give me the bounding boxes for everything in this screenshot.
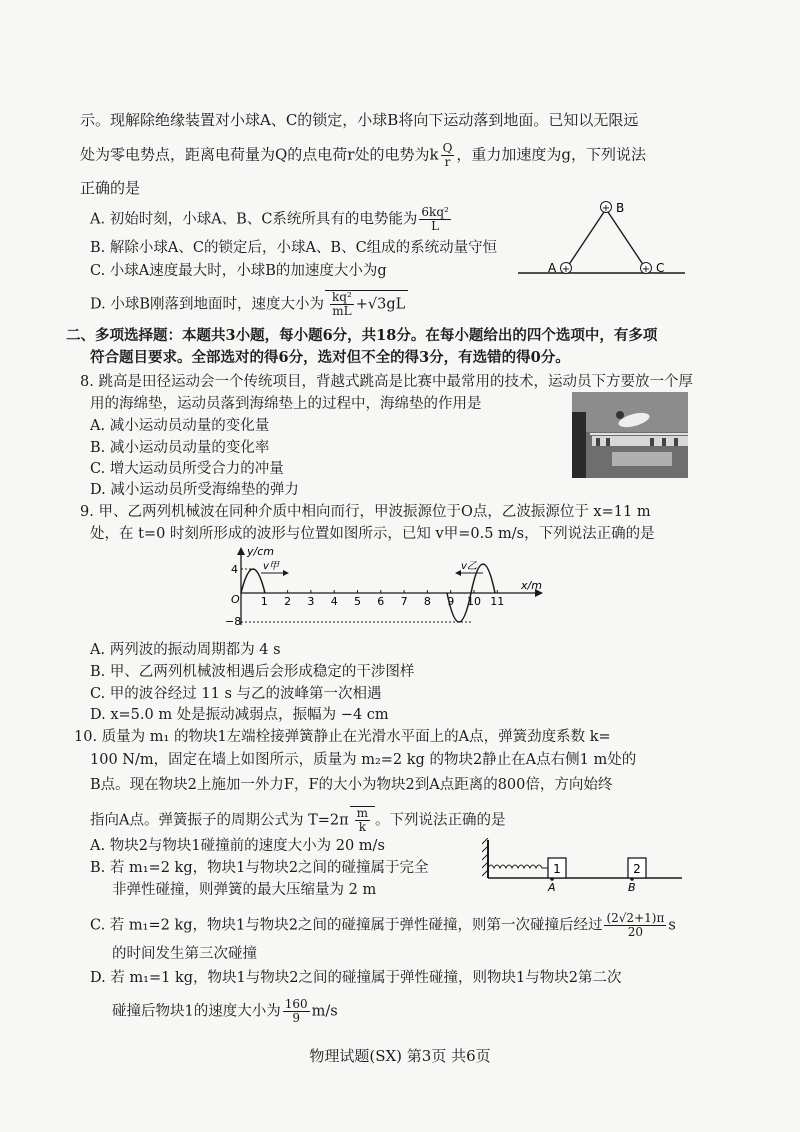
q7-triangle-figure <box>510 195 690 285</box>
q7-line2-post: ，重力加速度为g，下列说法 <box>456 145 647 164</box>
y-tick-neg8: −8 <box>225 615 242 627</box>
v-jia-arrow <box>283 570 289 576</box>
q7-option-d: D. 小球B刚落到地面时，速度大小为 $\frac{\text{kq²}}{mL}$ +√3gL <box>90 290 408 318</box>
block-1-label: 1 <box>553 862 561 876</box>
q10-optC-fraction: $\frac{(2√2+1)\pi}{20}$ <box>606 911 665 939</box>
spring <box>488 865 552 868</box>
q7-line2-pre: 处为零电势点，距离电荷量为Q的点电荷r处的电势为k <box>80 145 439 164</box>
high-jump-photo <box>572 392 688 478</box>
block-2-label: 2 <box>633 862 641 876</box>
v-yi-arrow <box>455 570 461 576</box>
q9-option-b: B. 甲、乙两列机械波相遇后会形成稳定的干涉图样 <box>90 664 415 680</box>
q10-option-d-line1: D. 若 m₁=1 kg，物块1与物块2之间的碰撞属于弹性碰撞，则物块1与物块2第二次 <box>90 970 622 986</box>
label-c: C <box>656 261 665 275</box>
q7-potential-fraction: $\frac{Q}{r}$ <box>442 141 453 169</box>
ball-a-plus: + <box>561 264 571 275</box>
page-footer: 物理试题(SX) 第3页 共6页 <box>309 1047 491 1065</box>
q10-option-b-line1: B. 若 m₁=2 kg，物块1与物块2之间的碰撞属于完全 <box>90 860 429 876</box>
x-tick-label: 6 <box>377 595 385 608</box>
ball-b-plus: + <box>601 203 611 214</box>
q8-option-b: B. 减小运动员动量的变化率 <box>90 440 270 456</box>
origin-label: O <box>231 593 240 606</box>
y-tick-4: 4 <box>231 563 238 576</box>
q10-period-sqrt: $\frac{m}{k}$ <box>350 806 375 834</box>
section2-heading-line2: 符合题目要求。全部选对的得6分，选对但不全的得3分，有选错的得0分。 <box>90 349 570 366</box>
x-tick-label: 1 <box>260 595 268 608</box>
point-b-label: B <box>628 881 636 894</box>
x-tick-label: 8 <box>423 595 431 608</box>
label-b: B <box>616 201 625 215</box>
q8-option-c: C. 增大运动员所受合力的冲量 <box>90 461 284 477</box>
x-axis-label: x/m <box>521 579 542 592</box>
q10-stem-line1: 10. 质量为 m₁ 的物块1左端栓接弹簧静止在光滑水平面上的A点，弹簧劲度系数 k= <box>74 729 611 745</box>
q8-option-a: A. 减小运动员动量的变化量 <box>90 418 270 434</box>
x-tick-label: 11 <box>490 595 505 608</box>
q10-stem-line3: B点。现在物块2上施加一外力F，F的大小为物块2到A点距离的800倍，方向始终 <box>90 777 613 793</box>
q9-option-a: A. 两列波的振动周期都为 4 s <box>90 642 281 658</box>
v-yi-label: v乙 <box>461 561 477 572</box>
q10-optD-fraction: $\frac{160}{9}$ <box>284 997 308 1025</box>
q7-text-line1: 示。现解除绝缘装置对小球A、C的锁定，小球B将向下运动落到地面。已知以无限远 <box>80 111 639 129</box>
y-axis-label: y/cm <box>247 545 274 558</box>
q8-option-d: D. 减小运动员所受海绵垫的弹力 <box>90 482 299 498</box>
x-tick-label: 10 <box>467 595 481 608</box>
q10-option-d-line2: 碰撞后物块1的速度大小为 $\frac{160}{9}$ m/s <box>112 997 338 1025</box>
q7-text-line3: 正确的是 <box>80 179 141 197</box>
q7-optA-fraction: $\frac{\text{6kq²}}{L}$ <box>421 205 449 233</box>
x-tick-label: 5 <box>354 595 361 608</box>
q9-stem-line1: 9. 甲、乙两列机械波在同种介质中相向而行，甲波振源位于O点，乙波振源位于 x=11 m <box>80 504 651 520</box>
x-tick-label: 3 <box>307 595 315 608</box>
q10-stem-line4: 指向A点。弹簧振子的周期公式为 T=2π $\frac{m}{k}$ 。下列说法正确的是 <box>90 806 506 834</box>
q10-stem-line2: 100 N/m，固定在墙上如图所示，质量为 m₂=2 kg 的物块2静止在A点右侧1 m处的 <box>90 752 637 768</box>
q9-option-c: C. 甲的波谷经过 11 s 与乙的波峰第一次相遇 <box>90 686 382 702</box>
q10-option-a: A. 物块2与物块1碰撞前的速度大小为 20 m/s <box>90 838 385 854</box>
q9-option-d: D. x=5.0 m 处是振动减弱点，振幅为 −4 cm <box>90 707 389 723</box>
q10-option-b-line2: 非弹性碰撞，则弹簧的最大压缩量为 2 m <box>112 882 377 898</box>
high-jump-photo-drawing <box>572 392 688 478</box>
label-a: A <box>548 261 557 275</box>
q10-option-c-line1: C. 若 m₁=2 kg，物块1与物块2之间的碰撞属于弹性碰撞，则第一次碰撞后经过 $\frac{(2√2+1)\pi}{20}$ s <box>90 911 676 939</box>
q9-wave-graph <box>225 545 555 627</box>
section2-heading-line1: 二、多项选择题：本题共3小题，每小题6分，共18分。在每小题给出的四个选项中，有多项 <box>66 327 658 344</box>
q8-stem-line1: 8. 跳高是田径运动会一个传统项目，背越式跳高是比赛中最常用的技术，运动员下方要放一个厚 <box>80 374 693 390</box>
q7-optD-sqrt: $\frac{\text{kq²}}{mL}$ +√3gL <box>325 290 408 318</box>
q10-spring-figure <box>482 838 682 894</box>
x-tick-label: 7 <box>400 595 408 608</box>
v-jia-label: v甲 <box>263 561 279 572</box>
q7-option-b: B. 解除小球A、C的锁定后，小球A、B、C组成的系统动量守恒 <box>90 240 498 256</box>
q7-option-c: C. 小球A速度最大时，小球B的加速度大小为g <box>90 263 387 279</box>
q7-text-line2 <box>80 142 646 169</box>
x-tick-label: 2 <box>284 595 292 608</box>
x-tick-label: 9 <box>447 595 455 608</box>
q9-stem-line2: 处，在 t=0 时刻所形成的波形与位置如图所示，已知 v甲=0.5 m/s，下列说法正确的是 <box>90 526 655 542</box>
q8-stem-line2: 用的海绵垫，运动员落到海绵垫上的过程中，海绵垫的作用是 <box>90 396 482 412</box>
q10-option-c-line2: 的时间发生第三次碰撞 <box>112 946 257 962</box>
point-a-label: A <box>548 881 556 894</box>
x-tick-label: 4 <box>330 595 338 608</box>
ball-c-plus: + <box>641 264 651 275</box>
q7-option-a: A. 初始时刻，小球A、B、C系统所具有的电势能为 $\frac{\text{6kq²}}{L}$ <box>90 205 449 233</box>
